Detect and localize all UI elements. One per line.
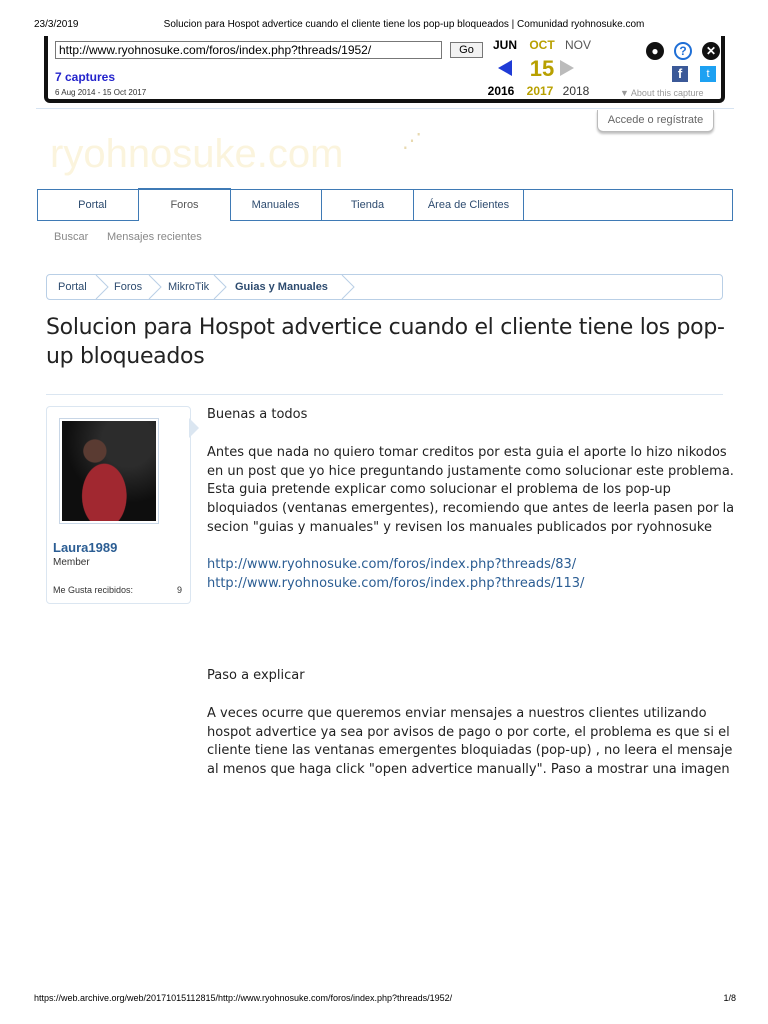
year-next[interactable]: 2018 bbox=[562, 84, 590, 98]
title-divider bbox=[46, 394, 723, 395]
subnav-buscar[interactable]: Buscar bbox=[54, 231, 89, 243]
likes-value: 9 bbox=[177, 585, 183, 595]
wayback-url-input[interactable]: http://www.ryohnosuke.com/foros/index.php?threads/1952/ bbox=[55, 41, 442, 59]
print-page-number: 1/8 bbox=[723, 993, 736, 1003]
breadcrumb-foros[interactable]: Foros bbox=[114, 281, 143, 293]
author-role: Member bbox=[53, 557, 90, 568]
prev-capture-arrow-icon[interactable] bbox=[498, 60, 512, 76]
breadcrumb-separator-icon bbox=[148, 275, 162, 299]
about-capture-label: About this capture bbox=[630, 88, 704, 98]
site-logo[interactable]: ryohnosuke.com bbox=[50, 132, 344, 176]
month-prev[interactable]: JUN bbox=[492, 38, 517, 52]
next-capture-arrow-icon[interactable] bbox=[560, 60, 574, 76]
tab-foros[interactable]: Foros bbox=[138, 188, 231, 221]
print-date: 23/3/2019 bbox=[34, 19, 79, 30]
breadcrumb-separator-icon bbox=[213, 275, 227, 299]
about-capture-link[interactable]: ▼ About this capture bbox=[620, 88, 704, 98]
capture-range: 6 Aug 2014 - 15 Oct 2017 bbox=[55, 88, 147, 97]
card-pointer bbox=[189, 418, 199, 438]
avatar[interactable] bbox=[59, 418, 159, 524]
post-greeting: Buenas a todos bbox=[207, 407, 308, 422]
post-paragraph-2: A veces ocurre que queremos enviar mensajes a nuestros clientes utilizando hospot advertice ya sea por avisos de pago o por corte, el problema es que si el cliente tiene las ventanas emergentes bloquiadas (pop-up) , no leera el mensaje al menos que haga click "open advertice manually". Paso a mostrar una imagen bbox=[207, 706, 733, 778]
month-next[interactable]: NOV bbox=[564, 38, 591, 52]
capture-day: 15 bbox=[529, 56, 555, 81]
print-footer-url: https://web.archive.org/web/20171015112815/http://www.ryohnosuke.com/foros/index.php?threads/1952/ bbox=[34, 993, 453, 1003]
likes-label: Me Gusta recibidos: bbox=[53, 585, 134, 595]
user-icon[interactable]: ● bbox=[646, 42, 664, 60]
tab-tienda[interactable]: Tienda bbox=[322, 190, 414, 220]
author-name[interactable]: Laura1989 bbox=[53, 540, 118, 555]
help-icon[interactable]: ? bbox=[674, 42, 692, 60]
year-prev[interactable]: 2016 bbox=[487, 84, 515, 98]
tab-manuales[interactable]: Manuales bbox=[230, 190, 322, 220]
captures-link[interactable]: 7 captures bbox=[55, 70, 116, 84]
rss-icon: ⋰ bbox=[402, 130, 422, 152]
main-nav bbox=[37, 189, 733, 221]
breadcrumb bbox=[46, 274, 723, 300]
login-button[interactable]: Accede o regístrate bbox=[597, 110, 714, 132]
twitter-icon[interactable]: t bbox=[700, 66, 716, 82]
breadcrumb-mikrotik[interactable]: MikroTik bbox=[168, 281, 210, 293]
breadcrumb-separator-icon bbox=[341, 275, 355, 299]
breadcrumb-separator-icon bbox=[95, 275, 109, 299]
post-paragraph-1: Antes que nada no quiero tomar creditos por esta guia el aporte lo hizo nikodos en un post que yo hice preguntando justamente como solucionar este problema. Esta guia pretende explicar como solucionar el problema de los pop-up bloquiados (ventanas emergentes), recomiendo que antes de leerla pasen por la secion "guias y manuales" y revisen los manuales publicados por ryohnosuke bbox=[207, 445, 735, 535]
year-current: 2017 bbox=[526, 84, 554, 98]
facebook-icon[interactable]: f bbox=[672, 66, 688, 82]
breadcrumb-portal[interactable]: Portal bbox=[58, 281, 87, 293]
post-step-heading: Paso a explicar bbox=[207, 668, 305, 683]
tab-area-clientes[interactable]: Área de Clientes bbox=[414, 190, 524, 220]
go-button[interactable]: Go bbox=[450, 42, 483, 58]
close-icon[interactable]: ✕ bbox=[702, 42, 720, 60]
avatar-photo bbox=[62, 421, 156, 521]
post-link-1[interactable]: http://www.ryohnosuke.com/foros/index.php?threads/83/ bbox=[207, 557, 577, 572]
subnav-mensajes-recientes[interactable]: Mensajes recientes bbox=[107, 231, 202, 243]
print-title: Solucion para Hospot advertice cuando el cliente tiene los pop-up bloqueados | Comunidad ryohnosuke.com bbox=[163, 19, 645, 30]
month-current: OCT bbox=[529, 38, 555, 52]
post-link-2[interactable]: http://www.ryohnosuke.com/foros/index.php?threads/113/ bbox=[207, 576, 585, 591]
header-rule bbox=[36, 108, 734, 109]
wayback-toolbar bbox=[44, 36, 725, 103]
thread-title: Solucion para Hospot advertice cuando el cliente tiene los pop-up bloqueados bbox=[46, 315, 725, 369]
breadcrumb-guias-manuales[interactable]: Guias y Manuales bbox=[235, 281, 328, 293]
tab-portal[interactable]: Portal bbox=[38, 190, 148, 220]
